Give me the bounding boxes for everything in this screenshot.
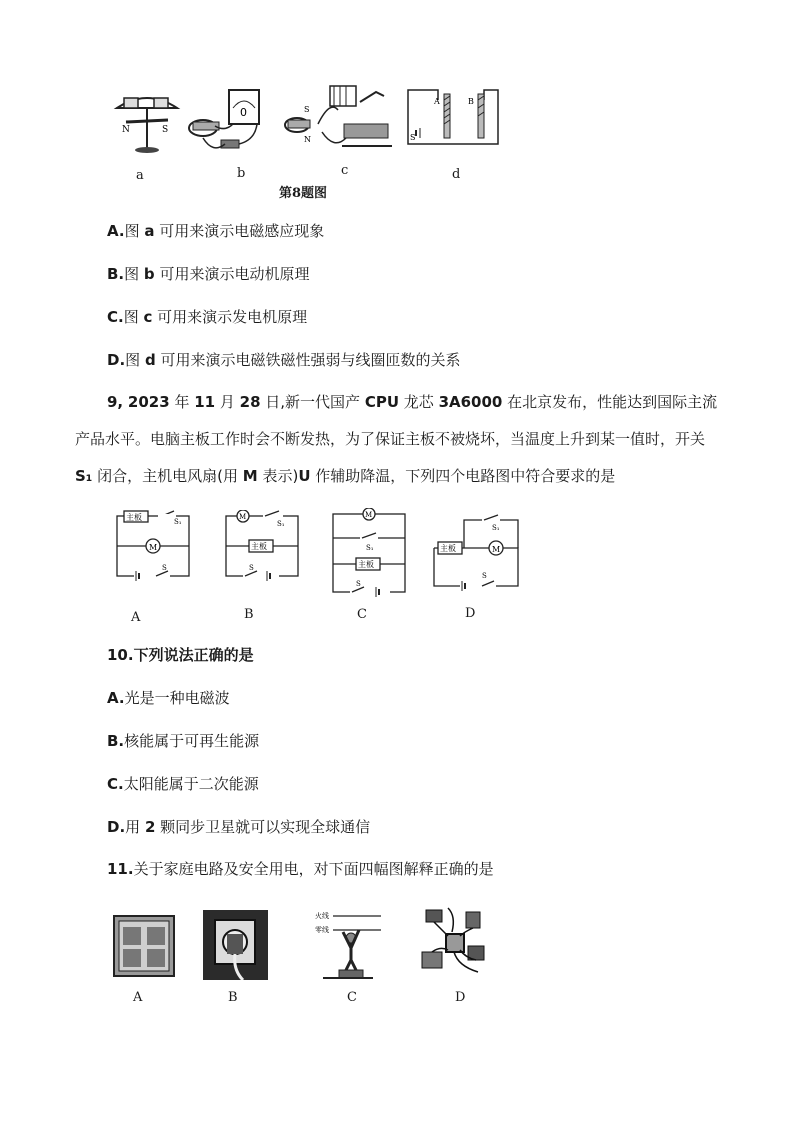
q9-label-c: C: [357, 607, 367, 622]
q9-circuit-d: [430, 512, 525, 592]
svg-text:M: M: [492, 545, 501, 554]
svg-text:零线: 零线: [315, 926, 329, 934]
svg-text:0: 0: [240, 106, 247, 119]
q11-figure-c-wire-contact: [313, 908, 383, 980]
q8-option-d: D.图 d 可用来演示电磁铁磁性强弱与线圈匝数的关系: [107, 351, 461, 369]
q8-label-c: c: [341, 163, 349, 178]
q11-figure-a-socket-panel: [113, 915, 175, 977]
q11-stem: 11.关于家庭电路及安全用电，对下面四幅图解释正确的是: [107, 860, 494, 878]
svg-text:S₁: S₁: [277, 520, 285, 528]
svg-text:N: N: [122, 125, 130, 135]
q8-label-b: b: [237, 166, 246, 181]
q10-option-c: C.太阳能属于二次能源: [107, 775, 259, 793]
svg-text:主板: 主板: [251, 542, 267, 551]
board-label: 主板: [126, 513, 142, 522]
q9-label-d: D: [465, 606, 476, 621]
q11-label-a: A: [133, 990, 143, 1005]
q8-caption: 第8题图: [279, 186, 328, 201]
q8-figure-c: [282, 80, 397, 165]
svg-text:B: B: [468, 97, 474, 106]
q11-label-c: C: [347, 990, 357, 1005]
q8-label-d: d: [452, 167, 461, 182]
svg-text:S₁: S₁: [492, 524, 500, 532]
svg-text:N: N: [304, 135, 311, 144]
q10-option-a: A.光是一种电磁波: [107, 689, 230, 707]
q8-figure-d: [404, 84, 504, 154]
svg-text:S₁: S₁: [366, 544, 374, 552]
svg-text:S: S: [304, 105, 310, 114]
q10-option-d: D.用 2 颗同步卫星就可以实现全球通信: [107, 818, 371, 836]
q8-label-a: a: [136, 168, 144, 183]
q8-option-c: C.图 c 可用来演示发电机原理: [107, 308, 308, 326]
svg-text:S: S: [162, 125, 169, 135]
svg-text:S: S: [482, 572, 487, 580]
q8-figure-a: [112, 80, 182, 160]
q8-option-a: A.图 a 可用来演示电磁感应现象: [107, 222, 325, 240]
q9-label-b: B: [244, 607, 254, 622]
q9-circuit-a: [114, 510, 194, 582]
svg-text:M: M: [365, 511, 373, 519]
svg-text:主板: 主板: [440, 544, 456, 553]
q8-option-b: B.图 b 可用来演示电动机原理: [107, 265, 310, 283]
svg-text:M: M: [239, 513, 247, 521]
q11-label-b: B: [228, 990, 238, 1005]
q10-stem: 10.下列说法正确的是: [107, 646, 254, 664]
q10-option-b: B.核能属于可再生能源: [107, 732, 260, 750]
svg-text:火线: 火线: [315, 912, 329, 920]
svg-text:S: S: [249, 564, 254, 572]
svg-text:A: A: [434, 97, 440, 106]
svg-text:S: S: [410, 133, 416, 142]
q9-circuit-c: [330, 508, 410, 598]
q8-figure-b: [185, 84, 275, 159]
svg-text:S: S: [356, 580, 361, 588]
svg-text:S: S: [162, 564, 167, 572]
svg-text:主板: 主板: [358, 560, 374, 569]
q9-stem: 9, 2023 年 11 月 28 日,新一代国产 CPU 龙芯 3A6000 在北京发布，性能达到国际主流产品水平。电脑主板工作时会不断发热，为了保证主板不被烧坏，当温度上升到某一值时，开关 S₁ 闭合，主机电风扇(用 M 表示)U 作辅助降温，下列四个电路图中符合要求的是: [75, 393, 718, 485]
q11-figure-d-overloaded-outlet: [418, 906, 493, 978]
svg-text:M: M: [149, 543, 158, 552]
q11-label-d: D: [455, 990, 466, 1005]
q9-circuit-b: [223, 510, 303, 582]
q11-figure-b-plug-socket: [203, 910, 268, 980]
q9-label-a: A: [131, 610, 141, 625]
svg-text:S₁: S₁: [174, 518, 182, 526]
